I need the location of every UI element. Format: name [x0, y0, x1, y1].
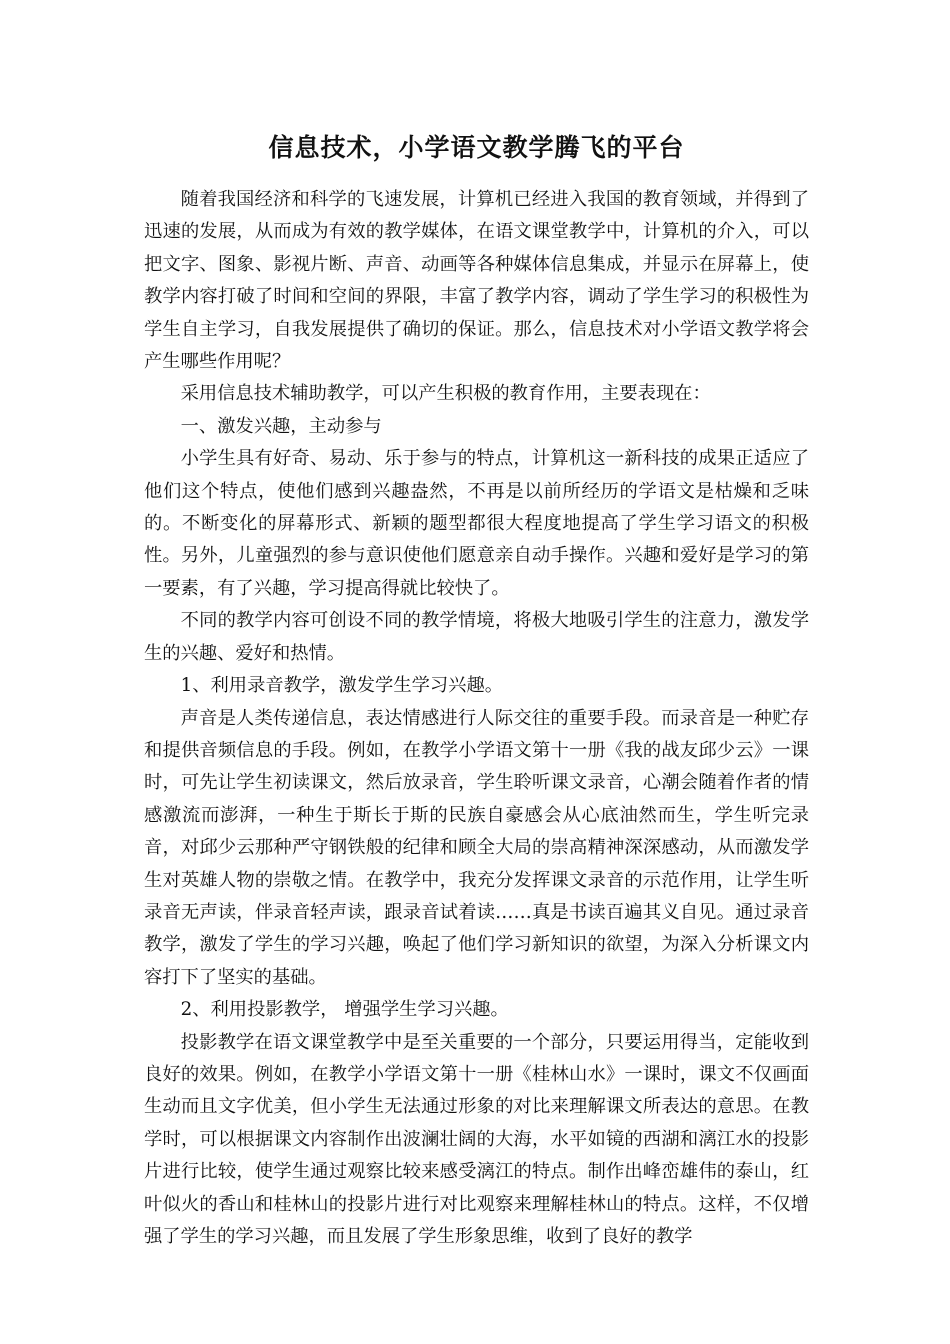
- body-paragraph: 小学生具有好奇、易动、乐于参与的特点，计算机这一新科技的成果正适应了他们这个特点，使他们感到兴趣盎然，不再是以前所经历的学语文是枯燥和乏味的。不断变化的屏幕形式、新颖的题型都很大程度地提高了学生学习语文的积极性。另外，儿童强烈的参与意识使他们愿意亲自动手操作。兴趣和爱好是学习的第一要素，有了兴趣，学习提高得就比较快了。: [144, 448, 809, 599]
- body-paragraph: 投影教学在语文课堂教学中是至关重要的一个部分，只要运用得当，定能收到良好的效果。例如，在教学小学语文第十一册《桂林山水》一课时，课文不仅画面生动而且文字优美，但小学生无法通过形象的对比来理解课文所表达的意思。在教学时，可以根据课文内容制作出波澜壮阔的大海，水平如镜的西湖和漓江水的投影片进行比较，使学生通过观察比较来感受漓江的特点。制作出峰峦雄伟的泰山，红叶似火的香山和桂林山的投影片进行对比观察来理解桂林山的特点。这样，不仅增强了学生的学习兴趣，而且发展了学生形象思维，收到了良好的教学: [144, 1031, 809, 1247]
- body-paragraph: 不同的教学内容可创设不同的教学情境，将极大地吸引学生的注意力，激发学生的兴趣、爱好和热情。: [144, 610, 809, 664]
- subsection-heading: 1、利用录音教学，激发学生学习兴趣。: [180, 675, 504, 697]
- subsection-heading: 2、利用投影教学， 增强学生学习兴趣。: [180, 999, 509, 1021]
- document-body: [144, 184, 809, 1253]
- document-page: [144, 128, 809, 1253]
- section-heading: 一、激发兴趣，主动参与: [180, 415, 382, 437]
- document-title: 信息技术，小学语文教学腾飞的平台: [268, 133, 685, 162]
- body-paragraph: 随着我国经济和科学的飞速发展，计算机已经进入我国的教育领域，并得到了迅速的发展，从而成为有效的教学媒体，在语文课堂教学中，计算机的介入，可以把文字、图象、影视片断、声音、动画等各种媒体信息集成，并显示在屏幕上，使教学内容打破了时间和空间的界限，丰富了教学内容，调动了学生学习的积极性为学生自主学习，自我发展提供了确切的保证。那么，信息技术对小学语文教学将会产生哪些作用呢？: [144, 189, 809, 373]
- body-paragraph: 采用信息技术辅助教学，可以产生积极的教育作用，主要表现在：: [180, 383, 711, 405]
- body-paragraph: 声音是人类传递信息，表达情感进行人际交往的重要手段。而录音是一种贮存和提供音频信息的手段。例如，在教学小学语文第十一册《我的战友邱少云》一课时，可先让学生初读课文，然后放录音，学生聆听课文录音，心潮会随着作者的情感激流而澎湃，一种生于斯长于斯的民族自豪感会从心底油然而生，学生听完录音，对邱少云那种严守钢铁般的纪律和顾全大局的崇高精神深深感动，从而激发学生对英雄人物的崇敬之情。在教学中，我充分发挥课文录音的示范作用，让学生听录音无声读，伴录音轻声读，跟录音试着读……真是书读百遍其义自见。通过录音教学，激发了学生的学习兴趣，唤起了他们学习新知识的欲望，为深入分析课文内容打下了坚实的基础。: [144, 707, 809, 988]
